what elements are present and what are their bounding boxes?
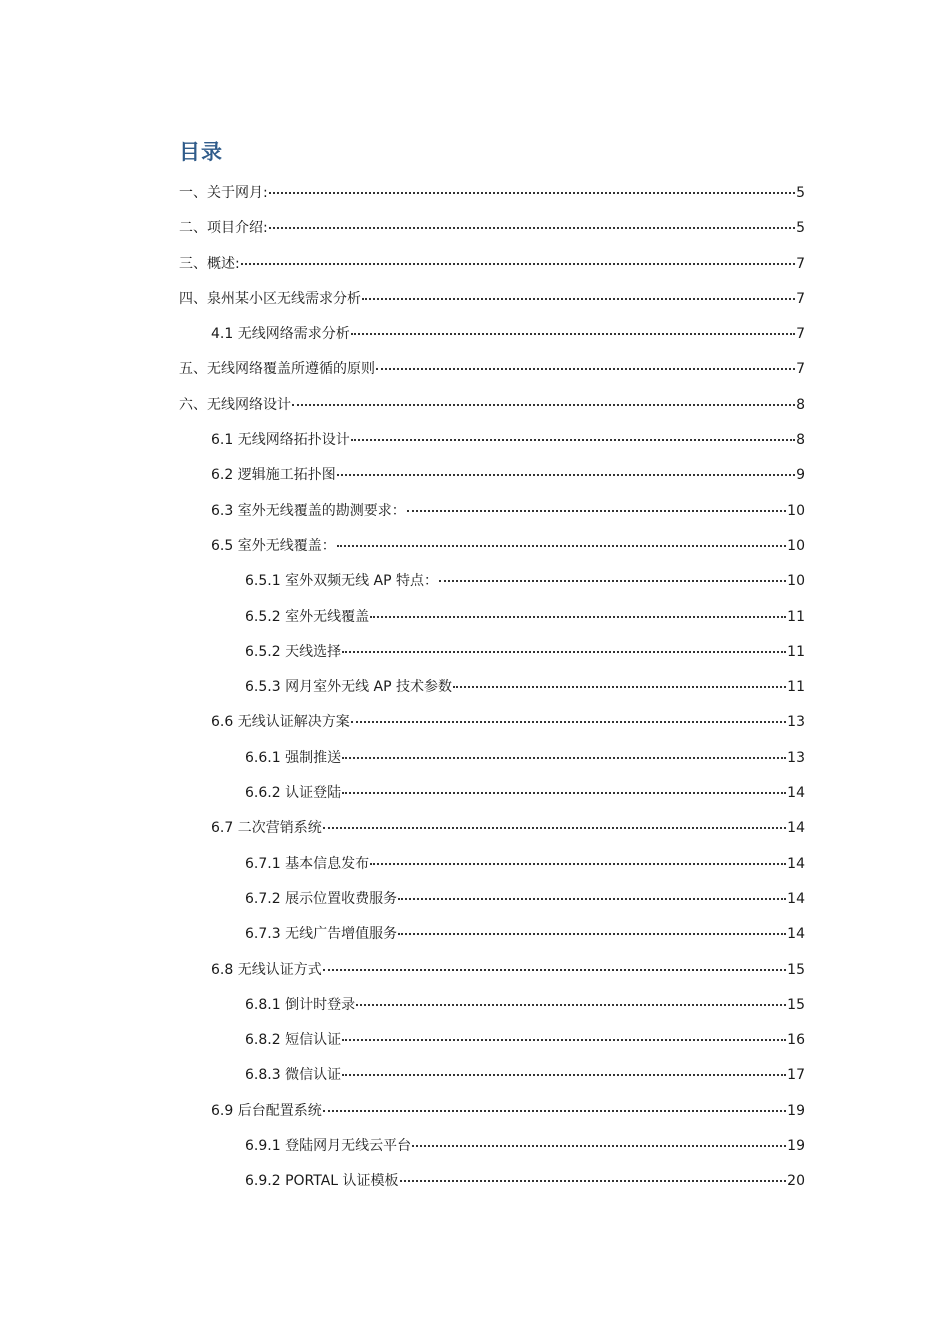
toc-entry[interactable]	[0, 985, 950, 1020]
toc-dot-leader	[337, 531, 786, 547]
toc-entry-label: 6.8.1 倒计时登录	[245, 996, 356, 1013]
toc-dot-leader	[342, 778, 786, 794]
toc-entry-line	[211, 1099, 805, 1120]
toc-entry-line	[211, 322, 805, 343]
toc-entry-line	[245, 1028, 805, 1049]
toc-entry-page-number: 10	[787, 537, 805, 554]
toc-entry-line	[245, 1169, 805, 1190]
toc-entry-page-number: 7	[796, 361, 805, 378]
toc-entry-page-number: 8	[796, 432, 805, 449]
toc-entry-page-number: 13	[787, 749, 805, 766]
toc-entry[interactable]	[0, 914, 950, 949]
toc-entry[interactable]	[0, 667, 950, 702]
toc-entry-label: 6.5.2 室外无线覆盖	[245, 608, 370, 625]
toc-entry-line	[245, 852, 805, 873]
toc-entry[interactable]	[0, 455, 950, 490]
toc-entry-page-number: 14	[787, 926, 805, 943]
toc-dot-leader	[292, 390, 795, 406]
toc-entry[interactable]	[0, 279, 950, 314]
toc-dot-leader	[412, 1131, 786, 1147]
toc-entry[interactable]	[0, 808, 950, 843]
toc-entry-label: 三、概述:	[179, 255, 240, 272]
toc-entry-label: 6.8.2 短信认证	[245, 1032, 342, 1049]
toc-entry-label: 二、项目介绍:	[179, 220, 268, 237]
toc-entry[interactable]	[0, 1126, 950, 1161]
toc-entry-page-number: 11	[787, 643, 805, 660]
toc-dot-leader	[370, 849, 786, 865]
toc-entry[interactable]	[0, 632, 950, 667]
toc-entry-page-number: 5	[796, 220, 805, 237]
toc-dot-leader	[398, 884, 786, 900]
toc-entry[interactable]	[0, 773, 950, 808]
toc-entry[interactable]	[0, 420, 950, 455]
toc-entry[interactable]	[0, 385, 950, 420]
toc-entry-label: 6.6.1 强制推送	[245, 749, 342, 766]
toc-entry-label: 6.9 后台配置系统	[211, 1102, 322, 1119]
toc-dot-leader	[323, 813, 786, 829]
toc-entry-label: 四、泉州某小区无线需求分析	[179, 290, 361, 307]
toc-dot-leader	[376, 354, 795, 370]
toc-entry-label: 6.7.3 无线广告增值服务	[245, 926, 398, 943]
toc-dot-leader	[439, 566, 786, 582]
toc-entry-page-number: 10	[787, 573, 805, 590]
toc-entry-page-number: 11	[787, 608, 805, 625]
toc-entry-label: 6.2 逻辑施工拓扑图	[211, 467, 336, 484]
toc-entry-label: 五、无线网络覆盖所遵循的原则	[179, 361, 375, 378]
toc-dot-leader	[407, 496, 786, 512]
toc-title: 目录	[179, 140, 223, 164]
toc-entry-label: 6.7.1 基本信息发布	[245, 855, 370, 872]
toc-entry-page-number: 7	[796, 326, 805, 343]
toc-entry-label: 6.6 无线认证解决方案	[211, 714, 350, 731]
toc-entry-line	[179, 357, 805, 378]
toc-entry-line	[211, 958, 805, 979]
toc-entry-line	[245, 1134, 805, 1155]
toc-entry[interactable]	[0, 1091, 950, 1126]
toc-entry-line	[245, 781, 805, 802]
toc-entry-label: 6.9.2 PORTAL 认证模板	[245, 1173, 399, 1190]
toc-dot-leader	[342, 1060, 786, 1076]
toc-entry-page-number: 14	[787, 785, 805, 802]
toc-entry-label: 6.8.3 微信认证	[245, 1067, 342, 1084]
toc-dot-leader	[362, 284, 795, 300]
toc-dot-leader	[241, 249, 795, 265]
toc-list	[0, 173, 950, 1197]
toc-entry-line	[245, 640, 805, 661]
toc-entry-line	[211, 710, 805, 731]
toc-entry-label: 一、关于网月:	[179, 185, 268, 201]
toc-entry-label: 6.1 无线网络拓扑设计	[211, 432, 350, 449]
toc-dot-leader	[269, 213, 795, 229]
toc-entry-line	[245, 922, 805, 943]
toc-entry-page-number: 7	[796, 290, 805, 307]
toc-entry-line	[179, 181, 805, 202]
toc-entry-label: 6.7.2 展示位置收费服务	[245, 890, 398, 907]
toc-entry-page-number: 8	[796, 396, 805, 413]
toc-entry-line	[179, 216, 805, 237]
toc-entry[interactable]	[0, 597, 950, 632]
toc-dot-leader	[323, 1096, 786, 1112]
toc-entry-page-number: 16	[787, 1032, 805, 1049]
toc-entry-line	[245, 993, 805, 1014]
toc-entry-page-number: 14	[787, 820, 805, 837]
toc-entry-line	[245, 569, 805, 590]
toc-entry-page-number: 15	[787, 961, 805, 978]
toc-entry-label: 4.1 无线网络需求分析	[211, 326, 350, 343]
toc-dot-leader	[337, 460, 795, 476]
toc-entry-label: 6.6.2 认证登陆	[245, 785, 342, 802]
toc-entry-line	[211, 534, 805, 555]
toc-entry-page-number: 17	[787, 1067, 805, 1084]
toc-dot-leader	[453, 672, 786, 688]
toc-dot-leader	[269, 178, 795, 194]
toc-entry-page-number: 20	[787, 1173, 805, 1190]
toc-dot-leader	[398, 919, 786, 935]
toc-entry-page-number: 5	[796, 185, 805, 201]
toc-entry-line	[211, 428, 805, 449]
toc-entry-label: 6.8 无线认证方式	[211, 961, 322, 978]
toc-entry[interactable]	[0, 702, 950, 737]
toc-entry-label: 6.3 室外无线覆盖的勘测要求：	[211, 502, 406, 519]
toc-entry-page-number: 11	[787, 679, 805, 696]
toc-entry-line	[211, 816, 805, 837]
toc-dot-leader	[356, 990, 786, 1006]
toc-entry[interactable]	[0, 1055, 950, 1090]
toc-dot-leader	[351, 425, 795, 441]
toc-entry[interactable]	[0, 561, 950, 596]
toc-dot-leader	[342, 743, 786, 759]
toc-entry-page-number: 14	[787, 855, 805, 872]
toc-entry-line	[245, 746, 805, 767]
toc-entry-page-number: 7	[796, 255, 805, 272]
toc-entry[interactable]	[0, 208, 950, 243]
toc-entry[interactable]	[0, 314, 950, 349]
toc-entry-label: 6.5.1 室外双频无线 AP 特点：	[245, 573, 438, 590]
toc-entry-label: 6.9.1 登陆网月无线云平台	[245, 1138, 412, 1155]
toc-entry[interactable]	[0, 738, 950, 773]
toc-dot-leader	[351, 319, 795, 335]
toc-entry[interactable]	[0, 173, 950, 208]
toc-dot-leader	[351, 707, 786, 723]
toc-entry-line	[245, 605, 805, 626]
toc-entry-page-number: 13	[787, 714, 805, 731]
toc-dot-leader	[400, 1166, 787, 1182]
toc-dot-leader	[323, 955, 786, 971]
toc-entry-page-number: 19	[787, 1138, 805, 1155]
toc-entry[interactable]	[0, 491, 950, 526]
toc-dot-leader	[342, 637, 786, 653]
toc-entry-line	[211, 499, 805, 520]
toc-dot-leader	[342, 1025, 786, 1041]
toc-entry-line	[179, 287, 805, 308]
toc-entry[interactable]	[0, 349, 950, 384]
toc-entry[interactable]	[0, 244, 950, 279]
toc-entry-page-number: 9	[796, 467, 805, 484]
toc-entry-label: 6.5.2 天线选择	[245, 643, 342, 660]
toc-entry[interactable]	[0, 844, 950, 879]
toc-entry-line	[245, 675, 805, 696]
toc-entry-label: 6.5 室外无线覆盖：	[211, 537, 336, 554]
toc-entry-label: 6.5.3 网月室外无线 AP 技术参数	[245, 679, 452, 696]
toc-entry-line	[211, 463, 805, 484]
toc-entry-page-number: 14	[787, 890, 805, 907]
toc-entry[interactable]	[0, 1161, 950, 1196]
toc-entry-line	[179, 393, 805, 414]
toc-entry-page-number: 19	[787, 1102, 805, 1119]
toc-entry-label: 六、无线网络设计	[179, 396, 291, 413]
toc-entry-line	[245, 887, 805, 908]
toc-entry[interactable]	[0, 526, 950, 561]
toc-entry-label: 6.7 二次营销系统	[211, 820, 322, 837]
toc-entry[interactable]	[0, 950, 950, 985]
toc-entry-page-number: 15	[787, 996, 805, 1013]
toc-entry[interactable]	[0, 879, 950, 914]
toc-entry-line	[179, 252, 805, 273]
toc-entry-line	[245, 1063, 805, 1084]
toc-dot-leader	[370, 602, 786, 618]
toc-entry[interactable]	[0, 1020, 950, 1055]
toc-entry-page-number: 10	[787, 502, 805, 519]
